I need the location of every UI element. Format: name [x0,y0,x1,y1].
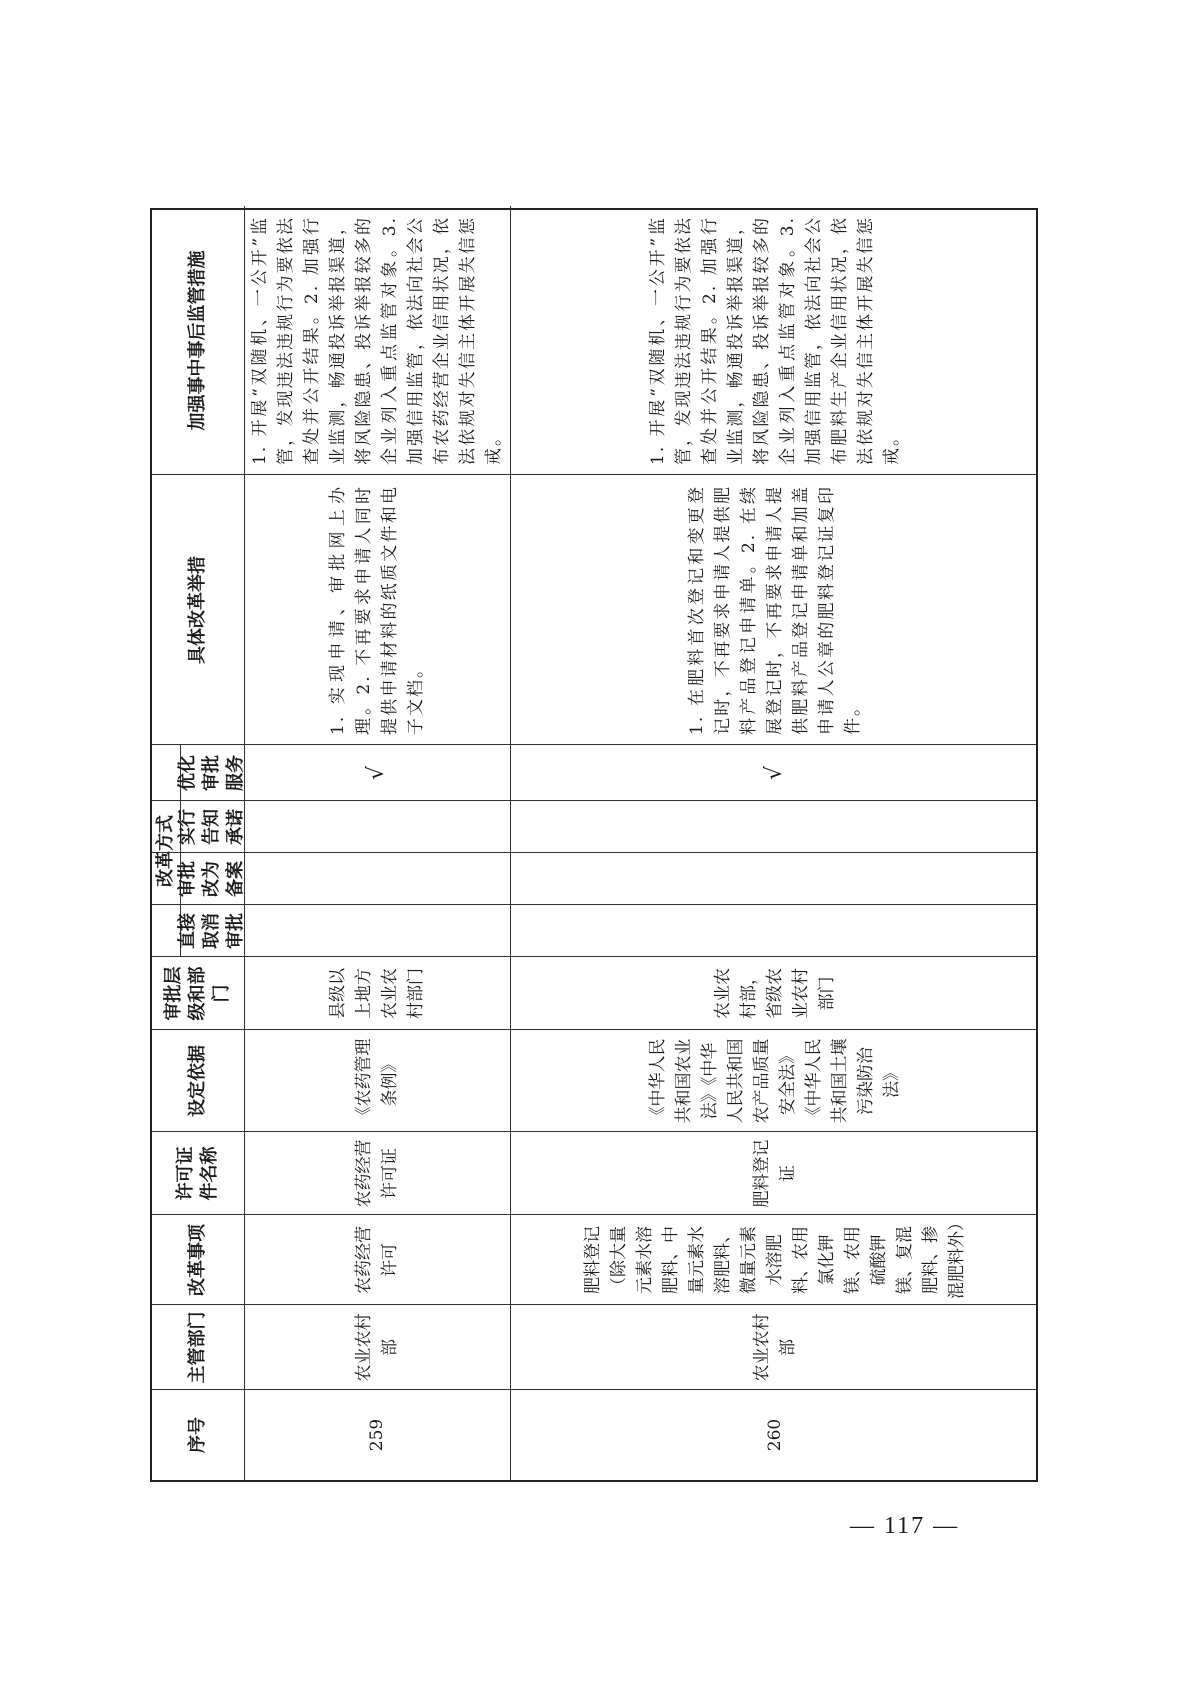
header-measures: 具体改革举措 [187,556,208,664]
page-number: — 117 — [850,1513,960,1539]
table-row-cell-supervision [244,206,510,475]
header-supervision: 加强事中事后监管措施 [187,250,208,431]
table-row-cell-license: 农药经营许可证 [354,1139,400,1208]
check-mark-icon: √ [762,765,787,781]
supervision-text: 1. 开展“双随机、一公开”监管，发现违法违规行为要依法查处并公开结果。2. 加强行业监测，畅通投诉举报渠道，将风险隐患、投诉举报较多的企业列入重点监管对象。3. 加强信用监管，依法向社会公布农药经营企业信用状况，依法依规对失信主体开展失信惩戒。 [250,216,504,465]
header-basis: 设定依据 [187,1045,208,1117]
table-row-cell-dept: 农业农村部 [752,1313,798,1382]
header-method-filing: 审批改为备案 [177,861,246,897]
header-license: 许可证件名称 [175,1146,220,1201]
table-row-cell-m2 [510,853,1040,905]
table-row-cell-level: 农业农村部，省级农业农村部门 [713,968,837,1019]
measures-text: 1. 在肥料首次登记和变更登记时，不再要求申请人提供肥料产品登记申请单。2. 在续展登记时，不再要求申请人提供肥料产品登记申请单和加盖申请人公章的肥料登记证复印件。 [687,485,863,735]
table-row-cell-supervision [510,206,1040,475]
table-row-cell-m2 [244,853,510,905]
measures-text: 1. 实现申请、审批网上办理。2. 不再要求申请人同时提供申请材料的纸质文件和电子文档。 [328,485,426,735]
header-dept: 主管部门 [187,1311,208,1384]
table-row-cell-measures [244,475,510,745]
header-method-cancel: 直接取消审批 [177,913,246,949]
header-item: 改革事项 [187,1224,208,1296]
table-row-cell-m3 [244,801,510,853]
table-row-cell-item: 农药经营许可 [354,1226,400,1294]
table-row-cell-license: 肥料登记证 [752,1139,798,1208]
header-method-optimize: 优化审批服务 [177,755,246,791]
table-row-cell-measures [510,475,1040,745]
table-row-cell-basis: 《农药管理条例》 [354,1038,400,1124]
table-row-cell-m1 [244,905,510,957]
check-mark-icon: √ [364,765,389,781]
table-row-cell-dept: 农业农村部 [354,1313,400,1382]
header-method-commitment: 实行告知承诺 [177,809,246,845]
table-row-cell-no: 260 [765,1418,785,1452]
header-level: 审批层级和部门 [163,966,232,1021]
table-row-cell-level: 县级以上地方农业农村部门 [328,968,426,1019]
header-no: 序号 [187,1417,208,1453]
table-row-cell-m3 [510,801,1040,853]
table-row-cell-item: 肥料登记（除大量元素水溶肥料、中量元素水溶肥料、微量元素水溶肥料、农用氯化钾镁、农用硫酸钾镁、复混肥料、掺混肥料外） [583,1214,967,1299]
table-row-cell-no: 259 [367,1418,387,1452]
table-row-cell-m1 [510,905,1040,957]
header-method-group: 改革方式 [155,815,176,887]
table-row-cell-basis: 《中华人民共和国农业法》《中华人民共和国农产品质量安全法》《中华人民共和国土壤污染防治法》 [648,1038,902,1124]
supervision-text: 1. 开展“双随机、一公开”监管，发现违法违规行为要依法查处并公开结果。2. 加强行业监测，畅通投诉举报渠道，将风险隐患、投诉举报较多的企业列入重点监管对象。3. 加强信用监管，依法向社会公布肥料生产企业信用状况，依法依规对失信主体开展失信惩戒。 [648,216,902,465]
reform-table [150,208,1038,1482]
